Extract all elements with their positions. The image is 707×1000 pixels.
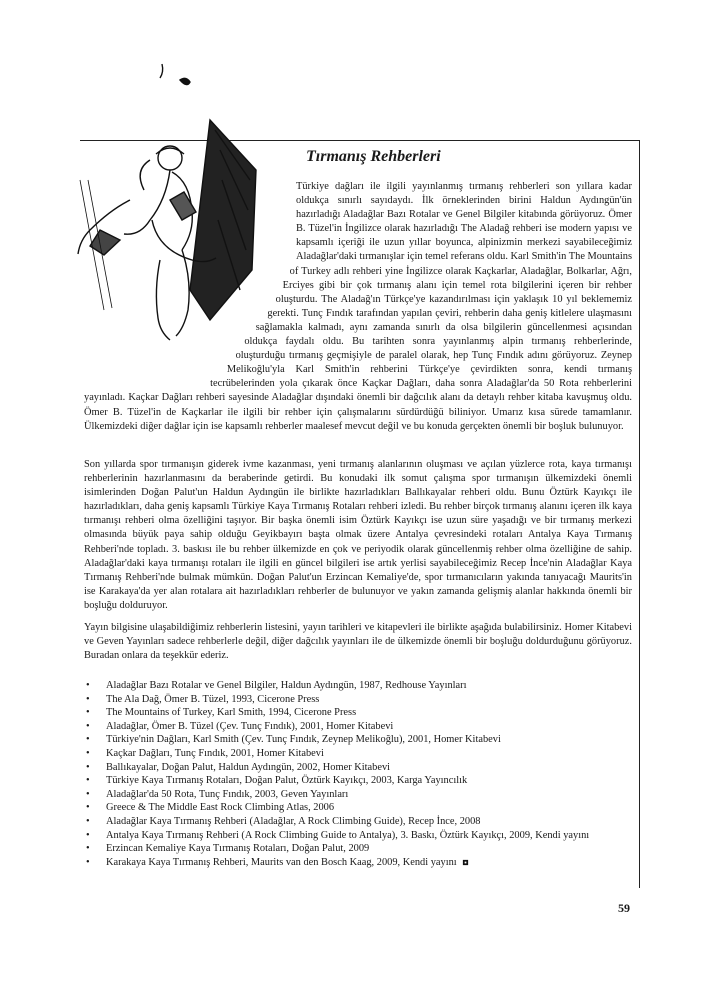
list-item: • Aladağlar'da 50 Rota, Tunç Fındık, 2003, Geven Yayınları [84,788,632,802]
frame-right-rule [639,140,640,888]
list-item [84,856,632,870]
list-item: • Ballıkayalar, Doğan Palut, Haldun Aydıngün, 2002, Homer Kitabevi [84,761,632,775]
list-item: • Türkiye'nin Dağları, Karl Smith (Çev. Tunç Fındık, Zeynep Melikoğlu), 2001, Homer Kitabevi [84,733,632,747]
list-item: • Antalya Kaya Tırmanış Rehberi (A Rock Climbing Guide to Antalya), 3. Baskı, Öztürk Kayıkçı, 2009, Kendi yayını [84,829,632,843]
list-item-text: Karakaya Kaya Tırmanış Rehberi, Maurits van den Bosch Kaag, 2009, Kendi yayını [106,856,457,868]
page-number: 59 [618,901,630,915]
list-item: • The Ala Dağ, Ömer B. Tüzel, 1993, Cicerone Press [84,693,632,707]
list-item: • Erzincan Kemaliye Kaya Tırmanış Rotaları, Doğan Palut, 2009 [84,842,632,856]
intro-text: Türkiye dağları ile ilgili yayınlanmış tırmanış rehberleri son yıllara kadar oldukça sınırlı sayıdaydı. İlk örneklerinden birini Haldun Aydıngün'ün hazırladığı Aladağlar Bazı Rotalar ve Genel Bilgiler kitabında görüyoruz. Ömer B. Tüzel'in İngilizce olarak hazırladığı The Aladağ rehberi ise modern yapısı ve kapsamlı içeriği ile uzun yıllar boyunca, alpinizmin merkezi sayabileceğimiz Aladağlar'daki tırmanışlar için temel referans oldu. Karl Smith'in The Mountains of Turkey adlı rehberi yine İngilizce olarak Kaçkarlar, Aladağlar, Bolkarlar, Ağrı, Erciyes gibi bir çok tırmanış alanı için temel rota bilgilerini içeren bir rehber oluşturdu. The Aladağ'ın Türkçe'ye kazandırılması için yaklaşık 10 yıl beklememiz gerekti. Tunç Fındık tarafından yapılan çeviri, rehberin daha geniş kitlelere ulaşmasını sağlamakla kalmadı, aynı zamanda sınırlı da olsa bilgilerin güncellenmesi açısından oldukça faydalı oldu. Bu tarihten sonra yayınlanmış alpin tırmanış rehberlerinde, oluşturduğu tırmanış geçmişiyle de paralel olarak, hep Tunç Fındık adını görüyoruz. Zeynep Melikoğlu'yla Karl Smith'in rehberini Türkçe'ye çevirdikten sonra, kendi tırmanış tecrübelerinden yola çıkarak önce Kaçkar Dağları, daha sonra Aladağlar'da 50 Rota rehberlerini yayınladı. Kaçkar Dağları rehberi sayesinde Aladağlar dışındaki önemli bir dağcılık alanı da detaylı rehber kitaba kavuşmuş oldu. Ömer B. Tüzel'in de Kaçkarlar ile ilgili bir rehber için çalışmalarını sürdürdüğü biliniyor. Umarız kısa sürede tamamlanır. Ülkemizdeki diğer dağlar için ise kapsamlı rehberler maalesef mevcut değil ve bu konuda gerçekten önemli bir boşluk bulunuyor. [84,181,632,432]
list-item: • Türkiye Kaya Tırmanış Rotaları, Doğan Palut, Öztürk Kayıkçı, 2003, Karga Yayıncılık [84,774,632,788]
list-item: • Aladağlar Bazı Rotalar ve Genel Bilgiler, Haldun Aydıngün, 1987, Redhouse Yayınları [84,679,632,693]
list-item: • Aladağlar, Ömer B. Tüzel (Çev. Tunç Fındık), 2001, Homer Kitabevi [84,720,632,734]
intro-paragraph [84,180,632,434]
list-item: • Aladağlar Kaya Tırmanış Rehberi (Aladağlar, A Rock Climbing Guide), Recep İnce, 2008 [84,815,632,829]
list-item: • Kaçkar Dağları, Tunç Fındık, 2001, Homer Kitabevi [84,747,632,761]
article-title: Tırmanış Rehberleri [306,148,441,165]
section-end-icon [462,859,469,866]
body-paragraph-3: Yayın bilgisine ulaşabildiğimiz rehberlerin listesini, yayın tarihleri ve kitapevleri ile birlikte aşağıda bulabilirsiniz. Homer Kitabevi ve Geven Yayınları sadece rehberlerle değil, diğer dağcılık yayınları ile de ülkemizde önemli bir boşluğu doldurduğunu görüyoruz. Buradan onlara da teşekkür ederiz. [84,622,632,662]
body-paragraph-2: Son yıllarda spor tırmanışın giderek ivme kazanması, yeni tırmanış alanlarının oluşması ve açılan yüzlerce rota, kaya tırmanışı rehberlerinin hazırlanmasını da beraberinde getirdi. Bu konudaki ilk somut çalışma spor tırmanışın ülkemizdeki önemli isimlerinden Doğan Palut'un Haldun Aydıngün ile birlikte hazırladıkları Ballıkayalar rehberi oldu. Bunu Öztürk Kayıkçı ile hazırladıkları, daha geniş kapsamlı Türkiye Kaya Tırmanış Rotaları rehberi izledi. Bu rehber birçok tırmanış alanını içeren ilk kaya tırmanışı rehberi olma özelliğini taşıyor. Bir başka önemli isim Öztürk Kayıkçı ise uzun süre yaşadığı ve bir tırmanış merkezi olmasında büyük paya sahip olduğu Geyikbayırı başta olmak üzere Antalya çevresindeki rotaları Antalya Kaya Tırmanış Rehberi'nde topladı. 3. baskısı ile bu rehber ülkemizde en çok ve periyodik olarak güncellenmiş rehber olma özelliğine de sahip. Aladağlar'daki kaya tırmanışı rotaları ile ilgili en güncel bilgileri ise artık yerlisi sayabileceğimiz Recep İnce'nin Aladağlar Kaya Tırmanış Rehberi'nde bulmak mümkün. Doğan Palut'un Erzincan Kemaliye'de, spor tırmanıcıların yakında tanıyacağı Maurits'in ise Karakaya'da yer alan rotalara ait hazırladıkları rehberler de bulunuyor ve yakın zamanda gelişmiş alanlar hakkında önemli bir boşluğu dolduruyor. [84,459,632,611]
list-item: • The Mountains of Turkey, Karl Smith, 1994, Cicerone Press [84,706,632,720]
reference-list [84,679,632,869]
list-item: • Greece & The Middle East Rock Climbing Atlas, 2006 [84,801,632,815]
